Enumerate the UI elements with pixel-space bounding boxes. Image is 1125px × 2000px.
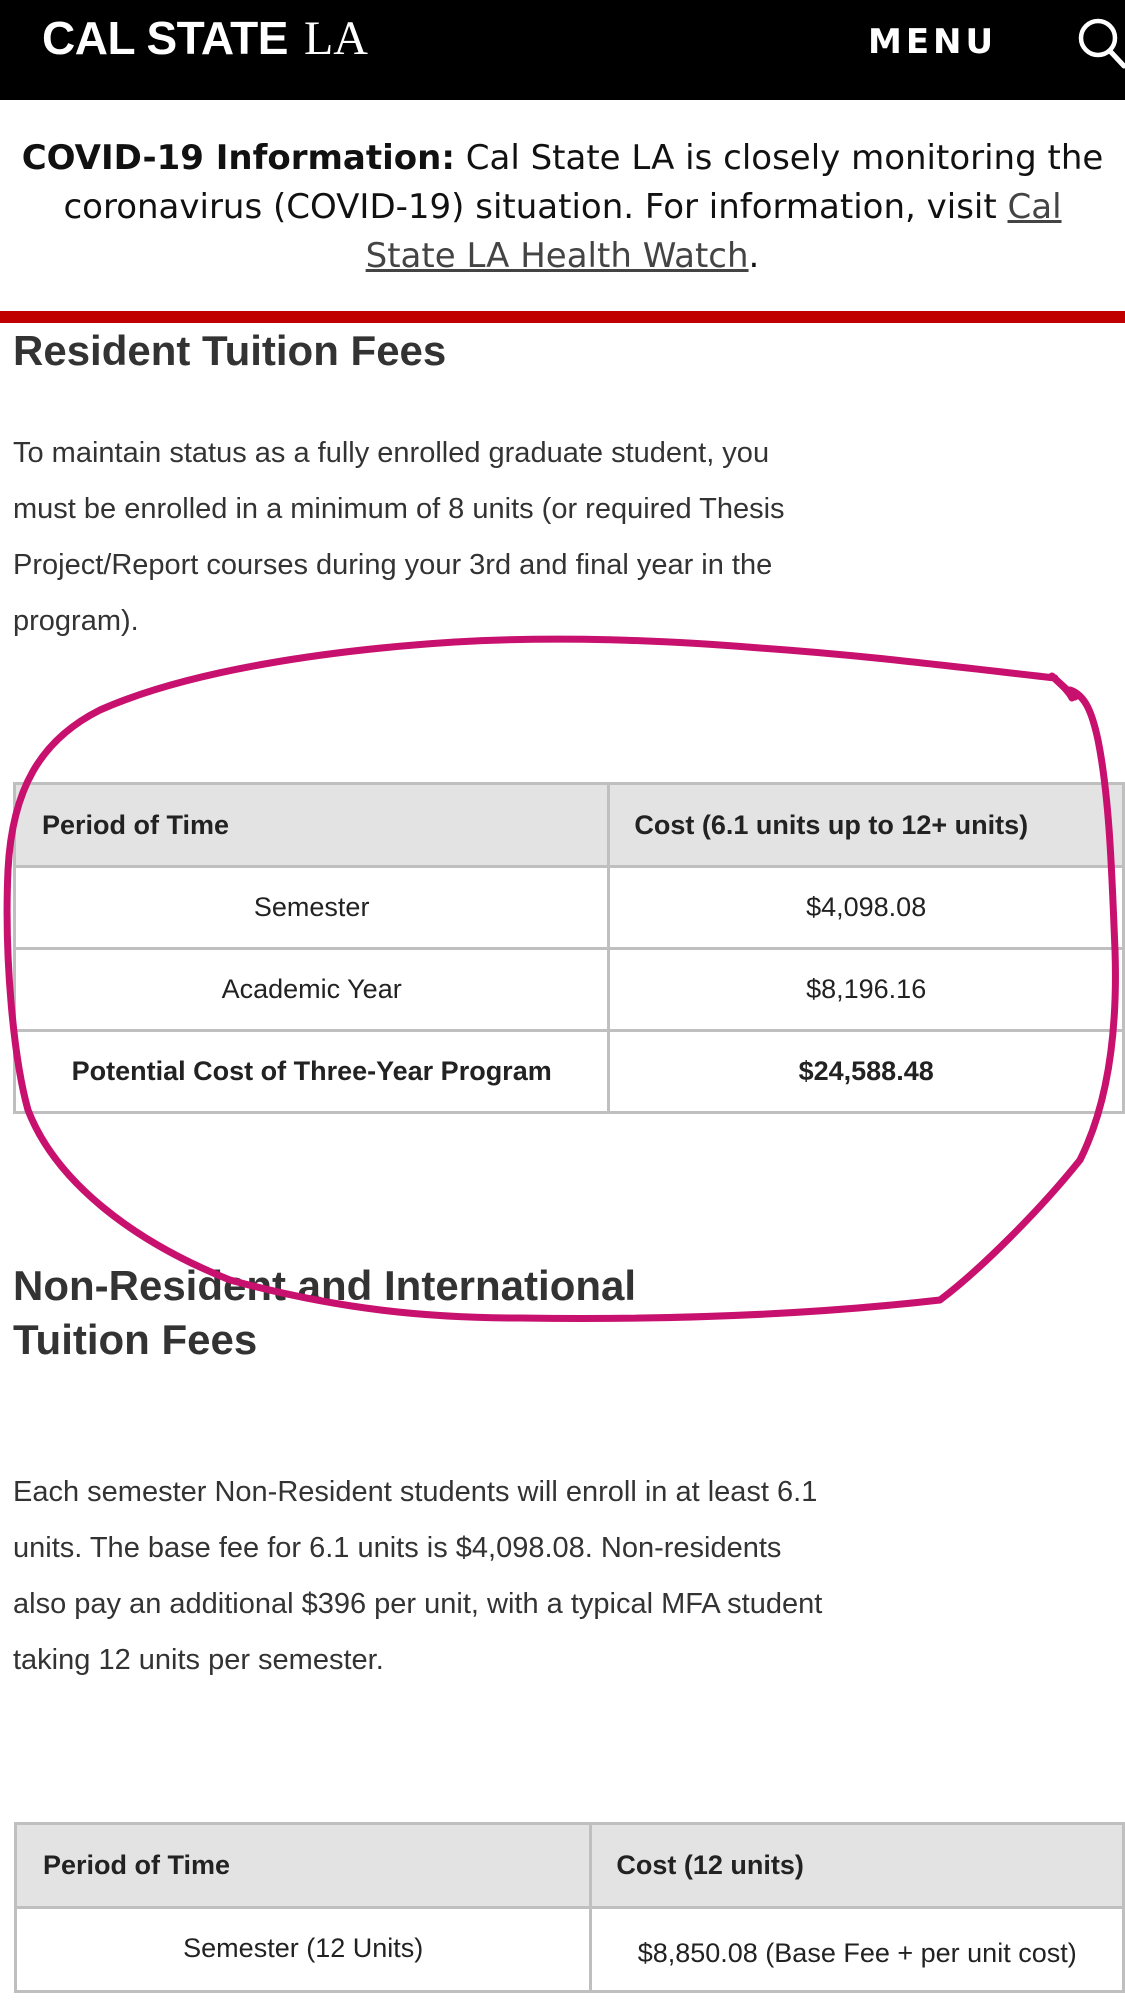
covid-banner xyxy=(20,134,1105,281)
table-cell-cost: $8,850.08 (Base Fee + per unit cost) xyxy=(591,1908,1124,1992)
table-row-total xyxy=(15,1031,1124,1113)
nonresident-fees-paragraph: Each semester Non-Resident students will enroll in at least 6.1 units. The base fee for 6.1 units is $4,098.08. Non-residents also pay an additional $396 per unit, with a typical MFA student taking 12 units per semester. xyxy=(13,1476,823,1676)
table-header-row xyxy=(15,784,1124,867)
table-cell-cost: $8,196.16 xyxy=(609,949,1124,1031)
table-header-cell: Cost (6.1 units up to 12+ units) xyxy=(609,784,1124,867)
logo-wordmark-serif: LA xyxy=(303,11,368,65)
table-cell-cost: $24,588.48 xyxy=(609,1031,1124,1113)
table-cell-period: Semester (12 Units) xyxy=(16,1908,591,1992)
table-header-cell: Cost (12 units) xyxy=(591,1824,1124,1908)
table-cell-period: Academic Year xyxy=(15,949,609,1031)
table-cell-period: Potential Cost of Three-Year Program xyxy=(15,1031,609,1113)
site-header xyxy=(0,0,1125,100)
search-button[interactable] xyxy=(1072,14,1125,70)
table-cell-cost: $4,098.08 xyxy=(609,867,1124,949)
menu-button[interactable]: MENU xyxy=(868,22,998,62)
table-header-cell: Period of Time xyxy=(16,1824,591,1908)
table-header-row xyxy=(16,1824,1124,1908)
covid-banner-text: Cal State LA is closely monitoring the coronavirus (COVID-19) situation. For information, visit xyxy=(63,138,1104,227)
table-row xyxy=(16,1908,1124,1992)
logo-wordmark-bold: CAL STATE xyxy=(42,12,288,64)
table-cell-period: Semester xyxy=(15,867,609,949)
table-row xyxy=(15,867,1124,949)
covid-banner-period: . xyxy=(748,236,760,276)
resident-fees-table xyxy=(13,782,1125,1114)
table-header-cell: Period of Time xyxy=(15,784,609,867)
health-watch-link[interactable]: Cal State LA Health Watch xyxy=(365,187,1062,276)
nonresident-fees-table xyxy=(14,1822,1125,1993)
resident-fees-paragraph: To maintain status as a fully enrolled graduate student, you must be enrolled in a minimum of 8 units (or required Thesis Project/Report courses during your 3rd and final year in the program). xyxy=(13,437,785,637)
resident-fees-heading: Resident Tuition Fees xyxy=(13,327,447,374)
table-row xyxy=(15,949,1124,1031)
nonresident-fees-heading: Non-Resident and International Tuition Fees xyxy=(13,1262,637,1363)
covid-banner-lead: COVID-19 Information: xyxy=(21,138,455,178)
search-icon xyxy=(1072,14,1125,70)
banner-divider xyxy=(0,311,1125,323)
cal-state-la-logo[interactable] xyxy=(42,8,368,68)
